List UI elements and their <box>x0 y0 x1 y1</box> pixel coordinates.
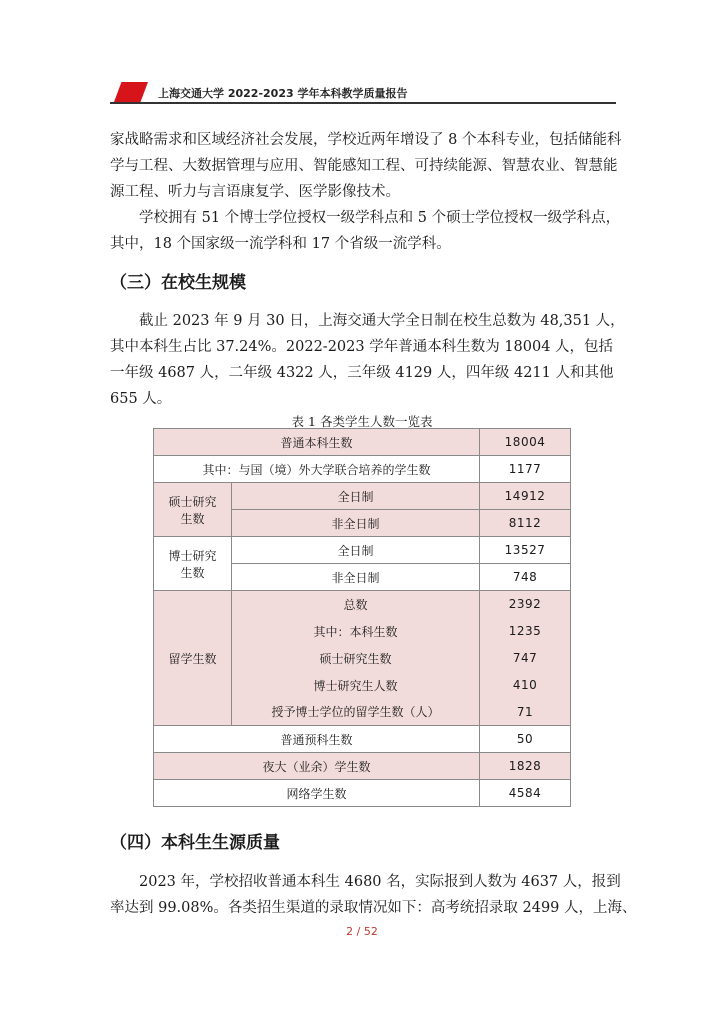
row-label: 其中：与国（境）外大学联合培养的学生数 <box>154 456 480 483</box>
text-line: 655 人。 <box>110 391 172 407</box>
row-label: 普通预科生数 <box>154 726 480 753</box>
group-label-doctor: 博士研究 生数 <box>154 537 232 591</box>
row-value: 410 <box>480 672 571 699</box>
table-row <box>154 780 571 807</box>
page-header <box>110 78 616 104</box>
paragraph-admissions <box>110 869 637 921</box>
row-value: 748 <box>480 564 571 591</box>
row-label: 普通本科生数 <box>154 429 480 456</box>
row-label: 博士研究生人数 <box>232 672 480 699</box>
row-value: 14912 <box>480 483 571 510</box>
header-title: 上海交通大学 2022-2023 学年本科教学质量报告 <box>158 87 408 100</box>
row-label: 夜大（业余）学生数 <box>154 753 480 780</box>
row-value: 2392 <box>480 591 571 618</box>
paragraph-majors <box>110 127 622 205</box>
row-value: 1828 <box>480 753 571 780</box>
row-value: 8112 <box>480 510 571 537</box>
row-label: 全日制 <box>232 537 480 564</box>
row-label: 总数 <box>232 591 480 618</box>
section-heading-student-quality: （四）本科生生源质量 <box>110 833 280 853</box>
table-row <box>154 591 571 618</box>
row-label: 非全日制 <box>232 510 480 537</box>
row-label: 其中：本科生数 <box>232 618 480 645</box>
row-value: 747 <box>480 645 571 672</box>
row-value: 71 <box>480 699 571 726</box>
table-row <box>154 753 571 780</box>
row-label: 全日制 <box>232 483 480 510</box>
group-label-master: 硕士研究 生数 <box>154 483 232 537</box>
row-label: 授予博士学位的留学生数（人） <box>232 699 480 726</box>
table-row <box>154 537 571 564</box>
text-line: 2023 年，学校招收普通本科生 4680 名，实际报到人数为 4637 人，报到 <box>139 874 621 890</box>
row-value: 18004 <box>480 429 571 456</box>
row-label: 网络学生数 <box>154 780 480 807</box>
table-caption: 表 1 各类学生人数一览表 <box>291 414 433 429</box>
text-line: 截止 2023 年 9 月 30 日，上海交通大学全日制在校生总数为 48,351 人， <box>139 313 625 329</box>
group-label-international: 留学生数 <box>154 591 232 726</box>
paragraph-disciplines <box>110 205 621 257</box>
header-logo-mark <box>114 82 148 102</box>
table-row <box>154 456 571 483</box>
paragraph-enrollment <box>110 308 625 412</box>
text-line: 一年级 4687 人，二年级 4322 人，三年级 4129 人，四年级 4211 人和其他 <box>110 365 614 381</box>
header-divider <box>110 102 616 104</box>
table-row <box>154 483 571 510</box>
row-label: 非全日制 <box>232 564 480 591</box>
row-value: 4584 <box>480 780 571 807</box>
page-number: 2 / 52 <box>346 925 378 938</box>
row-value: 50 <box>480 726 571 753</box>
text-line: 学校拥有 51 个博士学位授权一级学科点和 5 个硕士学位授权一级学科点， <box>139 210 621 226</box>
text-line: 率达到 99.08%。各类招生渠道的录取情况如下：高考统招录取 2499 人，上海、 <box>110 900 637 916</box>
text-line: 其中，18 个国家级一流学科和 17 个省级一流学科。 <box>110 236 451 252</box>
text-line: 家战略需求和区域经济社会发展，学校近两年增设了 8 个本科专业，包括储能科 <box>110 132 622 148</box>
student-count-table <box>153 428 571 807</box>
text-line: 其中本科生占比 37.24%。2022-2023 学年普通本科生数为 18004 人，包括 <box>110 339 614 355</box>
table-row <box>154 429 571 456</box>
text-line: 学与工程、大数据管理与应用、智能感知工程、可持续能源、智慧农业、智慧能 <box>110 158 618 174</box>
text-line: 源工程、听力与言语康复学、医学影像技术。 <box>110 184 400 200</box>
row-value: 13527 <box>480 537 571 564</box>
table-row <box>154 726 571 753</box>
row-label: 硕士研究生数 <box>232 645 480 672</box>
row-value: 1235 <box>480 618 571 645</box>
section-heading-enrollment: （三）在校生规模 <box>110 273 246 293</box>
row-value: 1177 <box>480 456 571 483</box>
